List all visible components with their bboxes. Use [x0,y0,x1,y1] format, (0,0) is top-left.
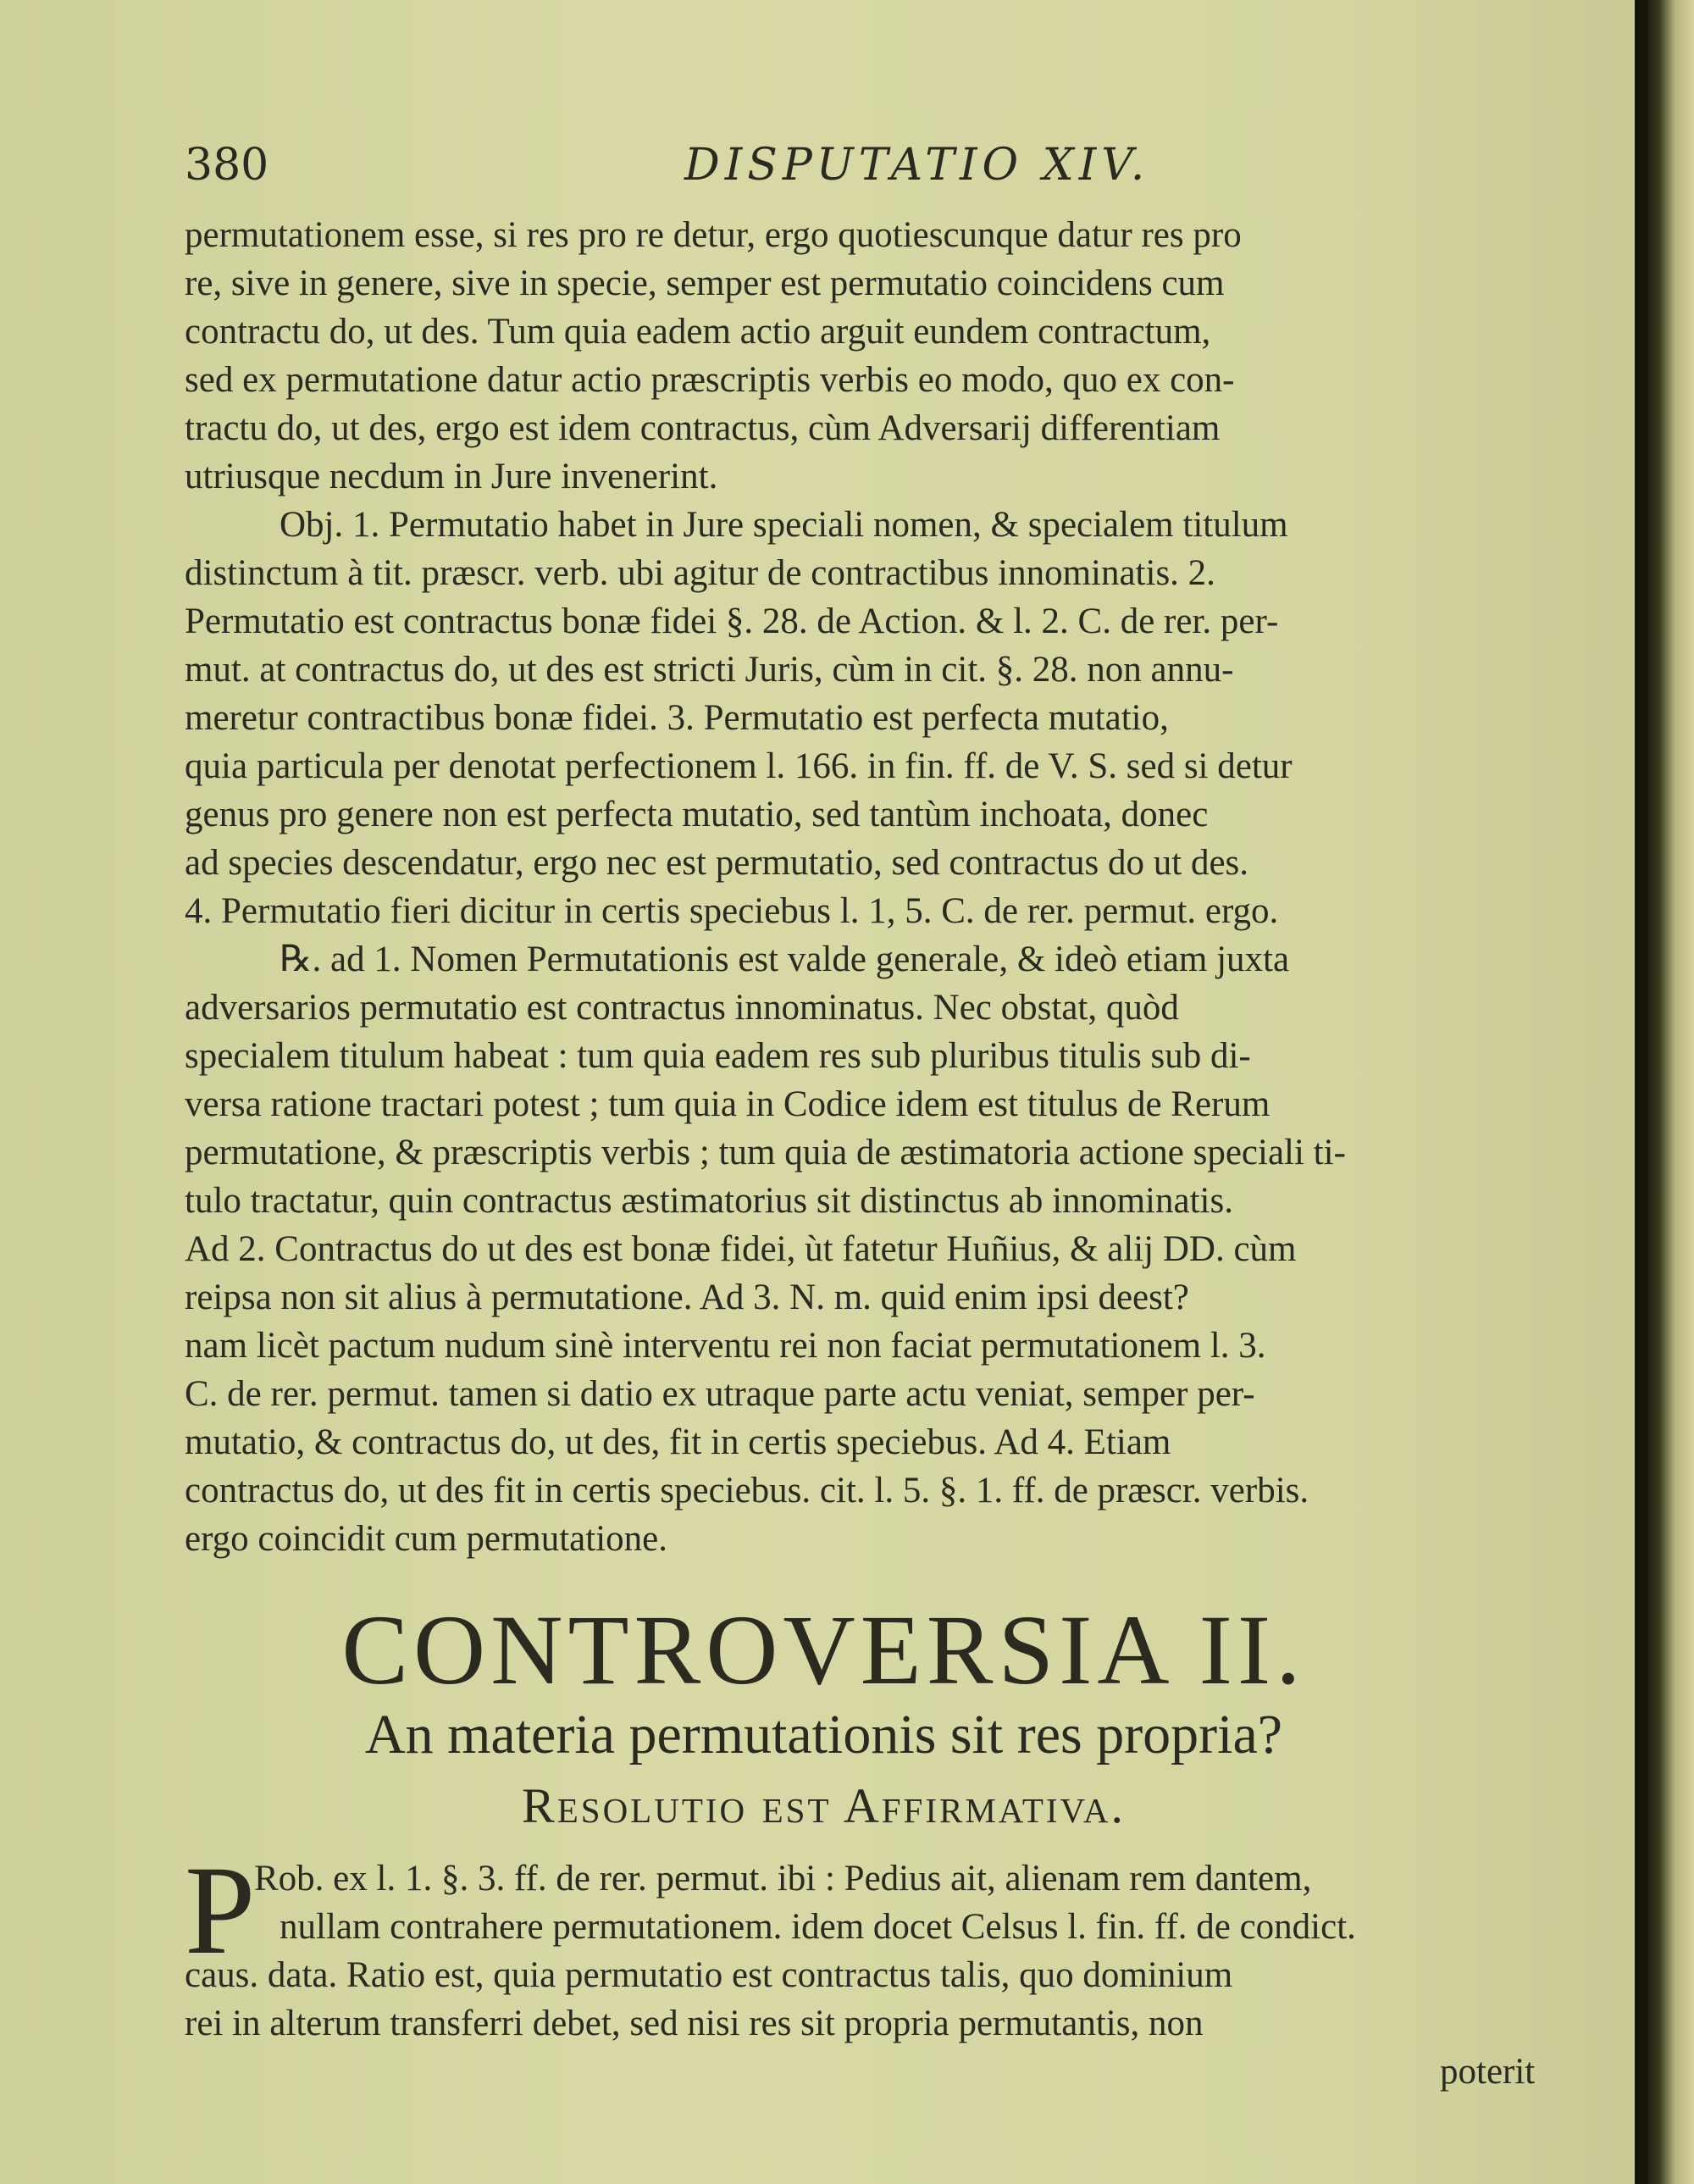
text-line: quia particula per denotat perfectionem l. 166. in fin. ff. de V. S. sed si detur [185,746,1293,786]
text-line: caus. data. Ratio est, quia permutatio est contractus talis, quo dominium [185,1955,1233,1995]
drop-capital: P [185,1840,256,1981]
text-line: Obj. 1. Permutatio habet in Jure speciali nomen, & specialem titulum [280,505,1288,545]
text-line: tulo tractatur, quin contractus æstimatorius sit distinctus ab innominatis. [185,1181,1233,1221]
text-line: contractu do, ut des. Tum quia eadem actio arguit eundem contractum, [185,312,1211,352]
text-line: permutatione, & præscriptis verbis ; tum quia de æstimatoria actione speciali ti- [185,1133,1346,1172]
text-line: specialem titulum habeat : tum quia eadem res sub pluribus titulis sub di- [185,1036,1251,1076]
text-line: rei in alterum transferri debet, sed nisi res sit propria permutantis, non [185,2004,1204,2043]
section-question: An materia permutationis sit res propria? [364,1704,1283,1765]
page-number: 380 [185,140,269,191]
text-line: meretur contractibus bonæ fidei. 3. Permutatio est perfecta mutatio, [185,698,1169,738]
text-line: tractu do, ut des, ergo est idem contractus, cùm Adversarij differentiam [185,408,1221,448]
text-line: adversarios permutatio est contractus innominatus. Nec obstat, quòd [185,988,1179,1028]
text-line: reipsa non sit alius à permutatione. Ad 3. N. m. quid enim ipsi deest? [185,1278,1189,1317]
text-line: utriusque necdum in Jure invenerint. [185,457,718,496]
running-header [185,140,1591,199]
running-title: DISPUTATIO XIV. [684,140,1150,191]
text-line: nam licèt pactum nudum sinè interventu rei non faciat permutationem l. 3. [185,1326,1266,1366]
text-line: Rob. ex l. 1. §. 3. ff. de rer. permut. ibi : Pedius ait, alienam rem dantem, [254,1859,1312,1899]
text-line: nullam contrahere permutationem. idem docet Celsus l. fin. ff. de condict. [280,1907,1356,1947]
text-line: distinctum à tit. præscr. verb. ubi agitur de contractibus innominatis. 2. [185,553,1215,593]
section-resolution: Resolutio est Affirmativa. [522,1778,1126,1833]
text-line: mutatio, & contractus do, ut des, fit in certis speciebus. Ad 4. Etiam [185,1422,1171,1462]
text-line: ℞. ad 1. Nomen Permutationis est valde generale, & ideò etiam juxta [280,940,1290,979]
text-line: Ad 2. Contractus do ut des est bonæ fidei, ùt fatetur Huñius, & alij DD. cùm [185,1229,1297,1269]
text-line: C. de rer. permut. tamen si datio ex utraque parte actu veniat, semper per- [185,1374,1255,1414]
text-line: contractus do, ut des fit in certis speciebus. cit. l. 5. §. 1. ff. de præscr. verbis. [185,1471,1309,1511]
section-heading: CONTROVERSIA II. [341,1594,1306,1705]
text-line: Permutatio est contractus bonæ fidei §. 28. de Action. & l. 2. C. de rer. per- [185,601,1279,641]
text-line: permutationem esse, si res pro re detur, ergo quotiescunque datur res pro [185,215,1242,255]
text-line: mut. at contractus do, ut des est stricti Juris, cùm in cit. §. 28. non annu- [185,650,1234,690]
page-edge-shadow [1647,0,1694,2184]
text-line: genus pro genere non est perfecta mutatio, sed tantùm inchoata, donec [185,795,1209,834]
text-line: ad species descendatur, ergo nec est permutatio, sed contractus do ut des. [185,843,1249,883]
text-line: versa ratione tractari potest ; tum quia in Codice idem est titulus de Rerum [185,1084,1270,1124]
text-line: ergo coincidit cum permutatione. [185,1519,667,1559]
catchword: poterit [1440,2052,1536,2092]
text-line: re, sive in genere, sive in specie, semper est permutatio coincidens cum [185,263,1225,303]
text-line: 4. Permutatio fieri dicitur in certis speciebus l. 1, 5. C. de rer. permut. ergo. [185,891,1279,931]
text-line: sed ex permutatione datur actio præscriptis verbis eo modo, quo ex con- [185,360,1235,400]
